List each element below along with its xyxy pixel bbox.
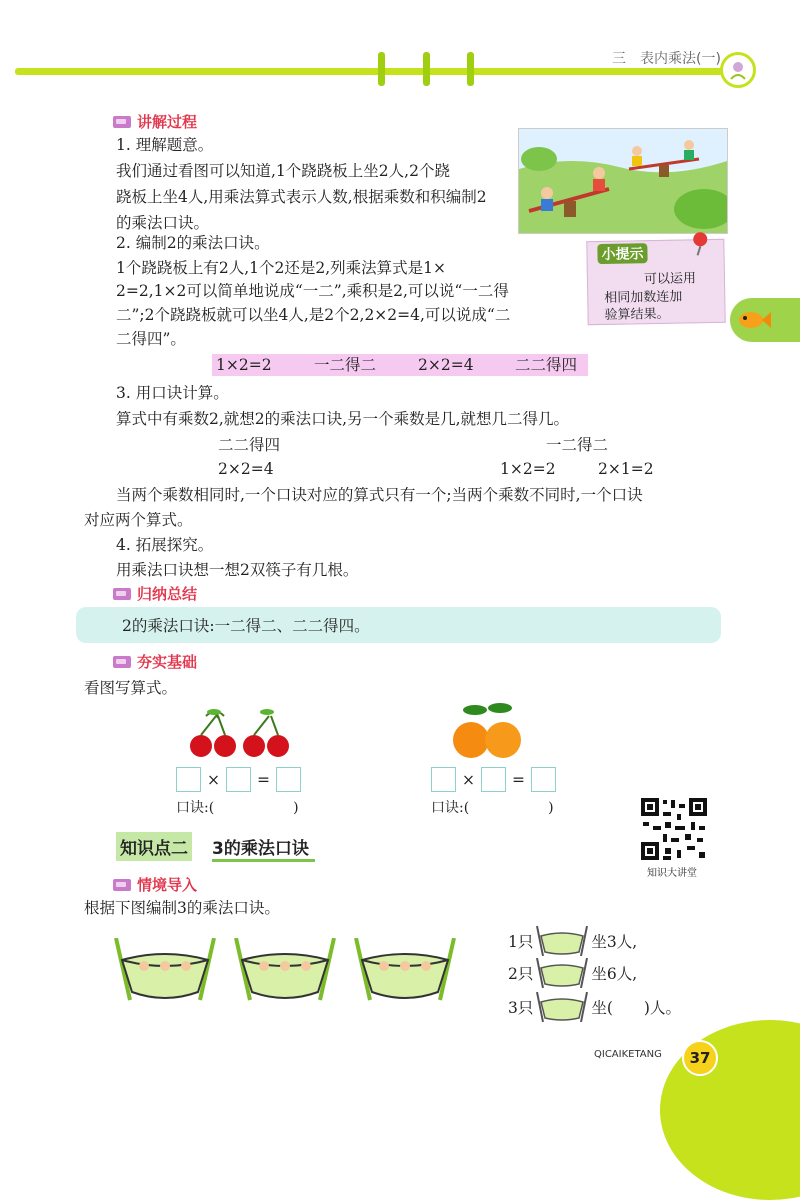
para-line: 2=2,1×2可以简单地说成“一二”,乘积是2,可以说“一二得 [116,282,509,300]
formula-right [431,767,556,792]
footer-brand: QICAIKETANG [594,1049,662,1060]
intro-text: 根据下图编制3的乘法口诀。 [84,899,280,917]
section-title-explain: 讲解过程 [113,111,197,132]
tip-tag: 小提示 [597,243,647,264]
para-line: 1个跷跷板上有2人,1个2还是2,列乘法算式是1× [116,259,447,277]
para-line: 跷板上坐4人,用乘法算式表示人数,根据乘数和积编制2 [116,188,487,206]
times-sign: × [462,770,475,789]
equals-sign: = [512,770,525,789]
section-title-intro: 情境导入 [113,874,197,895]
section-title-summary: 归纳总结 [113,583,197,604]
answer-box[interactable] [481,767,506,792]
header-divider-peg [378,52,385,86]
count-row: 2只 坐6人, [508,958,637,988]
pirate-ship-boats-illustration [110,938,470,1008]
step-1: 1. 理解题意。 [116,136,214,154]
para-line: 用乘法口诀想一想2双筷子有几根。 [116,561,359,579]
tip-line: 相同加数连加 [604,289,683,306]
para-line: 二”;2个跷跷板就可以坐4人,是2个2,2×2=4,可以说成“二 [116,306,511,324]
band-item: 2×2=4 [418,356,474,374]
example-rhyme: 一二得二 [546,436,609,454]
tip-note [586,239,725,325]
boat-icon [535,992,589,1022]
boat-icon [535,958,589,988]
seesaw-illustration [518,128,728,234]
cherries-image [188,708,298,760]
example-equation: 1×2=2 [500,460,556,478]
count-row: 1只 坐3人, [508,926,637,956]
answer-box[interactable] [226,767,251,792]
answer-box[interactable] [276,767,301,792]
answer-box[interactable] [176,767,201,792]
band-item: 二二得四 [515,356,578,374]
formula-left [176,767,301,792]
para-line: 二得四”。 [116,330,186,348]
header-divider-peg [467,52,474,86]
header-divider-peg [423,52,430,86]
para-line: 我们通过看图可以知道,1个跷跷板上坐2人,2个跷 [116,162,450,180]
example-equation: 2×2=4 [218,460,274,478]
rhyme-label: 口诀:( ) [176,800,299,816]
rhyme-label: 口诀:( ) [431,800,554,816]
equals-sign: = [257,770,270,789]
para-line: 对应两个算式。 [84,511,193,529]
side-tab [730,298,800,342]
section-icon [113,879,131,891]
page-number: 37 [682,1040,718,1076]
pushpin-icon [687,230,713,256]
section-icon [113,656,131,668]
step-2: 2. 编制2的乘法口诀。 [116,234,270,252]
summary-text: 2的乘法口诀:一二得二、二二得四。 [122,617,370,635]
para-line: 当两个乘数相同时,一个口诀对应的算式只有一个;当两个乘数不同时,一个口诀 [116,486,643,504]
band-item: 1×2=2 [216,356,272,374]
step-3: 3. 用口诀计算。 [116,384,229,402]
section-title-practice: 夯实基础 [113,651,197,672]
example-equation: 2×1=2 [598,460,654,478]
tip-line: 可以运用 [643,271,697,288]
knowledge-point-title: 3的乘法口诀 [212,834,315,862]
tip-line: 验算结果。 [604,306,670,323]
practice-instruction: 看图写算式。 [84,679,178,697]
para-line: 算式中有乘数2,就想2的乘法口诀,另一个乘数是几,就想几二得几。 [116,410,570,428]
section-icon [113,588,131,600]
footer-corner [660,1020,800,1200]
fish-icon [736,306,772,334]
para-line: 的乘法口诀。 [116,214,210,232]
chapter-title: 三 表内乘法(一) [612,51,721,67]
step-4: 4. 拓展探究。 [116,536,214,554]
qr-caption: 知识大讲堂 [647,868,697,879]
formula-band [212,354,588,376]
summary-box [76,607,721,643]
section-icon [113,116,131,128]
times-sign: × [207,770,220,789]
knowledge-point-tag: 知识点二 [116,832,192,861]
answer-box[interactable] [531,767,556,792]
band-item: 一二得二 [314,356,377,374]
qr-code-icon[interactable] [641,798,707,860]
answer-box[interactable] [431,767,456,792]
oranges-image [445,702,535,760]
example-rhyme: 二二得四 [218,436,281,454]
chapter-badge-icon [720,52,756,88]
count-row: 3只 坐( )人。 [508,992,681,1022]
boat-icon [535,926,589,956]
